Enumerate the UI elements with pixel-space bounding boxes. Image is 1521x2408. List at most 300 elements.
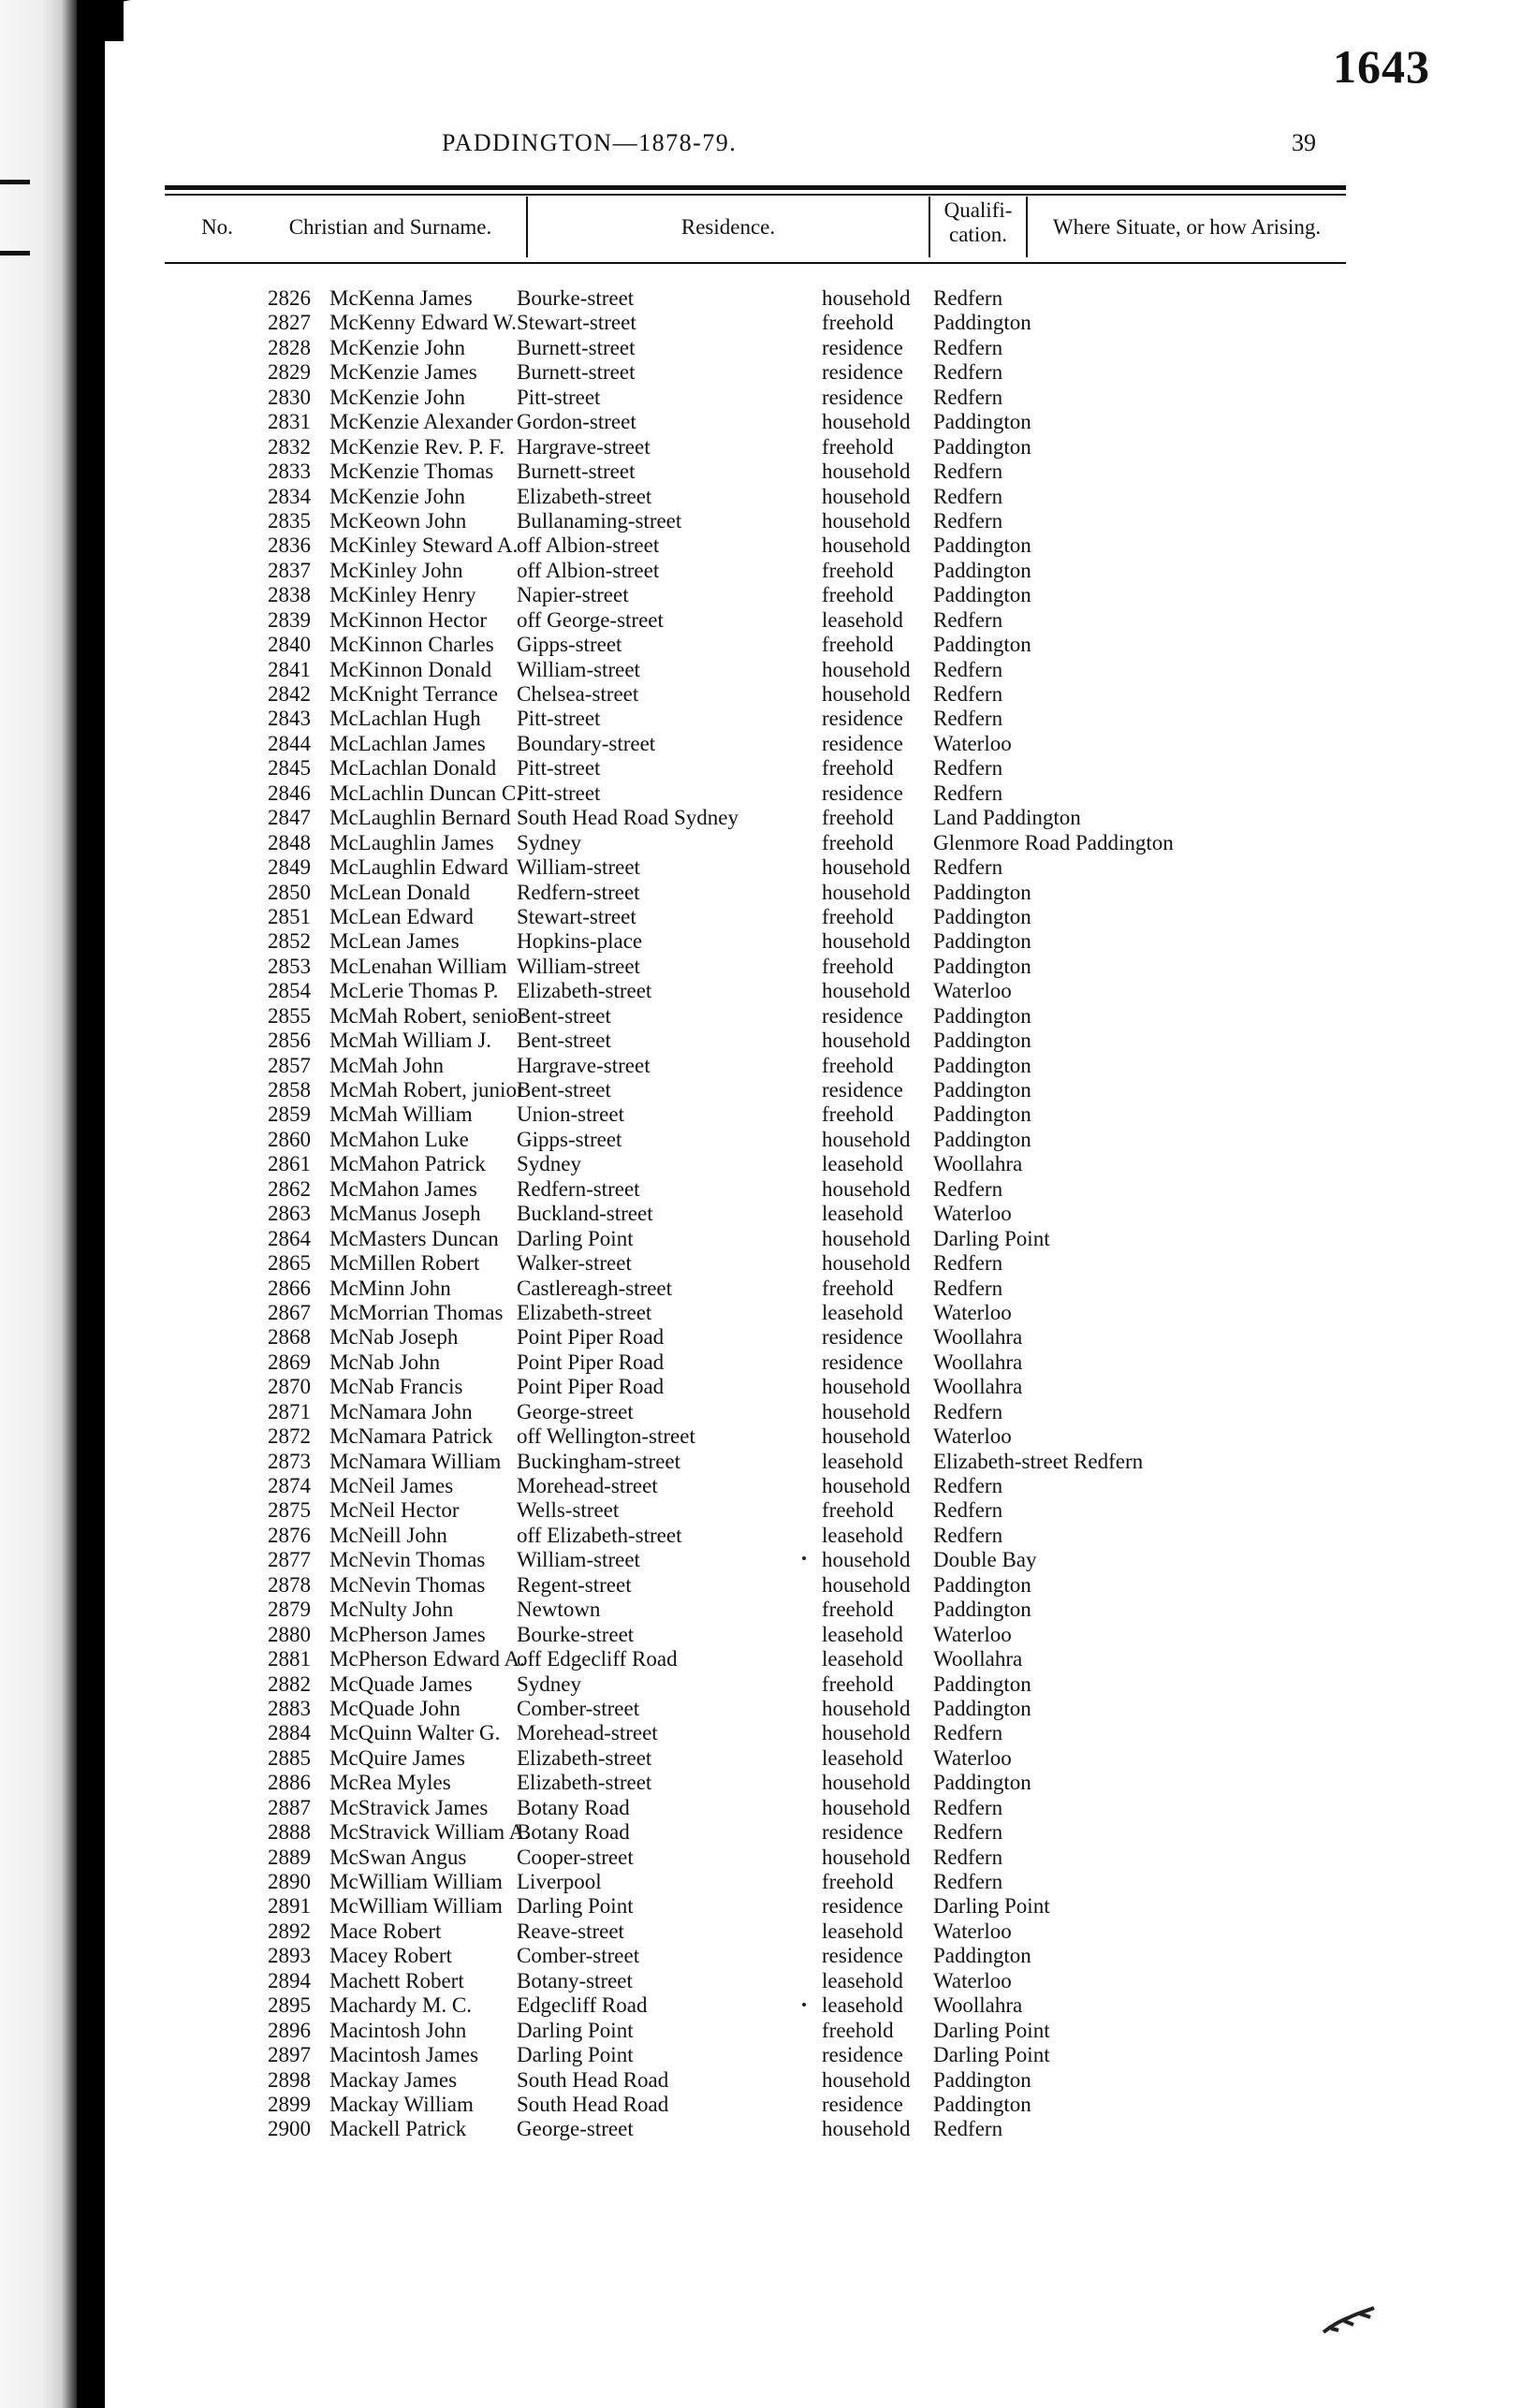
elector-name: McKenzie John — [329, 484, 465, 508]
entry-number: 2860 — [268, 1127, 311, 1151]
where-situate: Glenmore Road Paddington — [933, 830, 1174, 854]
elector-name: McWilliam William — [329, 1870, 503, 1893]
table-row — [165, 1894, 1353, 1919]
residence: Comber-street — [517, 1696, 640, 1720]
table-row — [165, 1277, 1353, 1301]
elector-name: Macey Robert — [329, 1944, 452, 1968]
elector-name: McNamara Patrick — [329, 1424, 493, 1449]
qualification: leasehold — [822, 1152, 903, 1176]
entry-number: 2874 — [268, 1474, 311, 1497]
entry-number: 2840 — [268, 633, 311, 657]
qualification: residence — [822, 781, 903, 805]
table-row — [165, 1944, 1353, 1968]
where-situate: Redfern — [933, 1474, 1003, 1497]
elector-name: McLachlan Hugh — [329, 707, 481, 731]
residence: George-street — [517, 2117, 634, 2141]
qualification: residence — [822, 1350, 903, 1374]
table-row — [165, 1870, 1353, 1894]
where-situate: Paddington — [933, 1671, 1031, 1696]
where-situate: Redfern — [933, 1820, 1003, 1845]
where-situate: Paddington — [933, 1003, 1031, 1028]
residence: William-street — [517, 1548, 640, 1572]
where-situate: Waterloo — [933, 731, 1012, 755]
where-situate: Redfern — [933, 508, 1003, 533]
table-row — [165, 1227, 1353, 1251]
qualification: household — [822, 1572, 911, 1597]
elector-name: McLaughlin James — [329, 830, 494, 854]
entry-number: 2830 — [268, 385, 311, 409]
where-situate: Paddington — [933, 311, 1031, 335]
qualification: household — [822, 286, 911, 310]
table-row — [165, 509, 1353, 533]
residence: Hargrave-street — [517, 1053, 651, 1077]
entry-number: 2848 — [268, 830, 311, 854]
where-situate: Redfern — [933, 1399, 1003, 1423]
elector-name: McKnight Terrance — [329, 682, 498, 706]
table-row — [165, 707, 1353, 731]
where-situate: Redfern — [933, 335, 1003, 359]
where-situate: Redfern — [933, 607, 1003, 632]
entry-number: 2883 — [268, 1696, 311, 1720]
entry-number: 2892 — [268, 1919, 311, 1943]
where-situate: Darling Point — [933, 1894, 1050, 1919]
elector-name: Machardy M. C. — [329, 1993, 473, 2018]
residence: Burnett-street — [517, 460, 636, 484]
entry-number: 2881 — [268, 1647, 311, 1671]
qualification: freehold — [822, 558, 894, 582]
entry-number: 2887 — [268, 1795, 311, 1819]
where-situate: Paddington — [933, 2092, 1031, 2116]
elector-name: McSwan Angus — [329, 1845, 467, 1869]
elector-name: McNulty John — [329, 1598, 454, 1622]
where-situate: Paddington — [933, 1102, 1031, 1127]
where-situate: Redfern — [933, 360, 1003, 385]
elector-name: McLachlan Donald — [329, 756, 497, 781]
elector-name: McPherson James — [329, 1622, 486, 1646]
qualification: household — [822, 1424, 911, 1449]
qualification: leasehold — [822, 1523, 903, 1547]
where-situate: Paddington — [933, 1696, 1031, 1720]
table-row — [165, 781, 1353, 806]
entry-number: 2890 — [268, 1870, 311, 1893]
table-row — [165, 806, 1353, 830]
residence: Bourke-street — [517, 286, 635, 310]
where-situate: Redfern — [933, 484, 1003, 508]
elector-name: McQuinn Walter G. — [329, 1721, 501, 1745]
entry-number: 2863 — [268, 1202, 311, 1226]
table-row — [165, 1152, 1353, 1176]
entry-number: 2839 — [268, 607, 311, 632]
entry-number: 2838 — [268, 583, 311, 607]
entry-number: 2867 — [268, 1300, 311, 1324]
elector-name: Macintosh James — [329, 2043, 479, 2067]
qualification: household — [822, 2067, 911, 2092]
where-situate: Redfern — [933, 781, 1003, 805]
elector-name: Machett Robert — [329, 1968, 464, 1992]
entry-number: 2875 — [268, 1498, 311, 1523]
table-row — [165, 1078, 1353, 1102]
elector-name: McKenny Edward W. — [329, 311, 517, 335]
ink-smudge — [1322, 2304, 1382, 2338]
table-row — [165, 608, 1353, 633]
entry-number: 2847 — [268, 806, 311, 830]
entry-number: 2878 — [268, 1572, 311, 1597]
elector-name: McKenzie John — [329, 385, 465, 409]
entry-number: 2861 — [268, 1152, 311, 1176]
elector-name: McKenzie James — [329, 360, 477, 385]
table-row — [165, 1128, 1353, 1152]
where-situate: Woollahra — [933, 1647, 1023, 1671]
table-row — [165, 1498, 1353, 1523]
edge-mark — [0, 180, 30, 184]
elector-name: Mackay James — [329, 2067, 458, 2092]
entry-number: 2844 — [268, 731, 311, 755]
elector-name: McLean Donald — [329, 880, 471, 904]
entry-number: 2843 — [268, 707, 311, 731]
where-situate: Double Bay — [933, 1548, 1037, 1572]
where-situate: Waterloo — [933, 1919, 1012, 1943]
table-row — [165, 1746, 1353, 1771]
elector-name: McMah Robert, senior — [329, 1003, 525, 1028]
where-situate: Paddington — [933, 929, 1031, 954]
table-row — [165, 905, 1353, 929]
table-row — [165, 1054, 1353, 1078]
where-situate: Paddington — [933, 1944, 1031, 1968]
table-row — [165, 2019, 1353, 2043]
table-row — [165, 881, 1353, 905]
residence: Edgecliff Road — [517, 1993, 648, 2018]
entry-number: 2858 — [268, 1078, 311, 1102]
qualification: household — [822, 1029, 911, 1053]
entry-number: 2871 — [268, 1399, 311, 1423]
elector-name: McLean James — [329, 929, 460, 954]
table-row — [165, 1029, 1353, 1053]
entry-number: 2851 — [268, 904, 311, 928]
elector-name: McManus Joseph — [329, 1202, 481, 1226]
residence: Sydney — [517, 1152, 581, 1176]
where-situate: Waterloo — [933, 1745, 1012, 1770]
elector-name: McKinley John — [329, 558, 463, 582]
where-situate: Darling Point — [933, 2018, 1050, 2042]
where-situate: Waterloo — [933, 1968, 1012, 1992]
table-row — [165, 1350, 1353, 1375]
table-row — [165, 583, 1353, 607]
residence: Elizabeth-street — [517, 1300, 652, 1324]
residence: Elizabeth-street — [517, 979, 652, 1003]
residence: Point Piper Road — [517, 1350, 665, 1374]
residence: Darling Point — [517, 1226, 634, 1250]
elector-name: McPherson Edward A. — [329, 1647, 525, 1671]
qualification: household — [822, 410, 911, 434]
qualification: household — [822, 1771, 911, 1795]
table-row — [165, 658, 1353, 682]
entry-number: 2893 — [268, 1944, 311, 1968]
elector-name: McNab Francis — [329, 1375, 463, 1399]
residence: off Edgecliff Road — [517, 1647, 678, 1671]
where-situate: Paddington — [933, 1127, 1031, 1151]
where-situate: Waterloo — [933, 1424, 1012, 1449]
qualification: residence — [822, 385, 903, 409]
where-situate: Paddington — [933, 1598, 1031, 1622]
elector-name: McKinley Henry — [329, 583, 476, 607]
residence: Darling Point — [517, 2043, 634, 2067]
table-row — [165, 2093, 1353, 2117]
qualification: household — [822, 1176, 911, 1201]
residence: Regent-street — [517, 1572, 632, 1597]
where-situate: Redfern — [933, 1795, 1003, 1819]
elector-name: McLachlan James — [329, 731, 486, 755]
table-row — [165, 756, 1353, 781]
qualification: household — [822, 1721, 911, 1745]
qualification: freehold — [822, 1053, 894, 1077]
where-situate: Paddington — [933, 1053, 1031, 1077]
residence: Bent-street — [517, 1029, 611, 1053]
column-header-no: No. — [201, 215, 233, 239]
elector-name: McLerie Thomas P. — [329, 979, 499, 1003]
qualification: household — [822, 1251, 911, 1276]
residence: Gordon-street — [517, 410, 636, 434]
where-situate: Elizabeth-street Redfern — [933, 1449, 1144, 1473]
residence: Reave-street — [517, 1919, 624, 1943]
elector-name: McKenzie Rev. P. F. — [329, 434, 505, 459]
where-situate: Redfern — [933, 1523, 1003, 1547]
elector-name: McNeill John — [329, 1523, 447, 1547]
sheet-number: 1643 — [1333, 40, 1430, 93]
residence: Elizabeth-street — [517, 1745, 652, 1770]
table-row — [165, 2068, 1353, 2093]
residence: South Head Road — [517, 2067, 669, 2092]
where-situate: Redfern — [933, 1870, 1003, 1893]
entry-number: 2877 — [268, 1548, 311, 1572]
entry-number: 2828 — [268, 335, 311, 359]
column-header-qualification: Qualifi- cation. — [943, 198, 1013, 246]
where-situate: Woollahra — [933, 1152, 1023, 1176]
header-rule-thick — [165, 185, 1346, 190]
elector-name: McMasters Duncan — [329, 1226, 499, 1250]
elector-name: McNamara William — [329, 1449, 502, 1473]
table-row — [165, 1796, 1353, 1820]
table-row — [165, 1004, 1353, 1029]
where-situate: Redfern — [933, 682, 1003, 706]
elector-name: McMah William J. — [329, 1029, 492, 1053]
entry-number: 2850 — [268, 880, 311, 904]
qualification: freehold — [822, 1870, 894, 1893]
table-row — [165, 1623, 1353, 1647]
table-row — [165, 633, 1353, 657]
elector-name: McStravick William A. — [329, 1820, 530, 1845]
qualification: household — [822, 682, 911, 706]
where-situate: Redfern — [933, 1845, 1003, 1869]
edge-mark — [0, 251, 30, 255]
table-row — [165, 1177, 1353, 1202]
table-row — [165, 2117, 1353, 2141]
qualification: leasehold — [822, 1300, 903, 1324]
entry-number: 2885 — [268, 1745, 311, 1770]
where-situate: Paddington — [933, 2067, 1031, 2092]
entry-number: 2826 — [268, 286, 311, 310]
entry-number: 2891 — [268, 1894, 311, 1919]
table-row — [165, 1325, 1353, 1350]
elector-name: McKeown John — [329, 508, 467, 533]
table-row — [165, 311, 1353, 335]
qualification: leasehold — [822, 1919, 903, 1943]
entry-number: 2846 — [268, 781, 311, 805]
entry-number: 2864 — [268, 1226, 311, 1250]
register-table-body — [165, 286, 1353, 2142]
table-row — [165, 460, 1353, 484]
entry-number: 2884 — [268, 1721, 311, 1745]
entry-number: 2894 — [268, 1968, 311, 1992]
entry-number: 2866 — [268, 1276, 311, 1300]
qualification: freehold — [822, 1102, 894, 1127]
entry-number: 2834 — [268, 484, 311, 508]
table-row — [165, 929, 1353, 954]
table-row — [165, 1251, 1353, 1276]
qualification: freehold — [822, 583, 894, 607]
where-situate: Redfern — [933, 460, 1003, 484]
elector-name: McKenzie John — [329, 335, 465, 359]
where-situate: Waterloo — [933, 979, 1012, 1003]
table-row — [165, 1524, 1353, 1548]
table-row — [165, 1598, 1353, 1622]
qualification: household — [822, 1696, 911, 1720]
residence: Botany-street — [517, 1968, 633, 1992]
elector-name: Mackay William — [329, 2092, 474, 2116]
residence: Liverpool — [517, 1870, 602, 1893]
elector-name: McNevin Thomas — [329, 1548, 486, 1572]
entry-number: 2870 — [268, 1375, 311, 1399]
register-page — [105, 0, 1521, 2408]
entry-number: 2889 — [268, 1845, 311, 1869]
column-header-name: Christian and Surname. — [288, 215, 492, 239]
residence: Bent-street — [517, 1003, 611, 1028]
adjacent-page-edge — [0, 0, 77, 2408]
entry-number: 2857 — [268, 1053, 311, 1077]
qualification: household — [822, 979, 911, 1003]
where-situate: Redfern — [933, 286, 1003, 310]
elector-name: McRea Myles — [329, 1771, 451, 1795]
residence: Botany Road — [517, 1795, 630, 1819]
residence: Hargrave-street — [517, 434, 651, 459]
where-situate: Paddington — [933, 1771, 1031, 1795]
residence: Bent-street — [517, 1078, 611, 1102]
residence: William-street — [517, 657, 640, 681]
where-situate: Darling Point — [933, 1226, 1050, 1250]
residence: Pitt-street — [517, 756, 601, 781]
entry-number: 2879 — [268, 1598, 311, 1622]
where-situate: Woollahra — [933, 1325, 1023, 1350]
elector-name: McKinley Steward A. — [329, 533, 519, 558]
qualification: freehold — [822, 806, 894, 830]
residence: Botany Road — [517, 1820, 630, 1845]
qualification: household — [822, 1474, 911, 1497]
entry-number: 2895 — [268, 1993, 311, 2018]
table-row — [165, 559, 1353, 583]
table-row — [165, 831, 1353, 855]
entry-number: 2876 — [268, 1523, 311, 1547]
residence: Hopkins-place — [517, 929, 643, 954]
where-situate: Paddington — [933, 434, 1031, 459]
residence: Burnett-street — [517, 360, 636, 385]
table-row — [165, 1820, 1353, 1845]
residence: Bullanaming-street — [517, 508, 682, 533]
ink-speck — [802, 2003, 806, 2007]
elector-name: Mackell Patrick — [329, 2117, 467, 2141]
qualification: household — [822, 1226, 911, 1250]
entry-number: 2841 — [268, 657, 311, 681]
residence: Darling Point — [517, 2018, 634, 2042]
table-row — [165, 286, 1353, 311]
residence: Napier-street — [517, 583, 629, 607]
qualification: residence — [822, 1325, 903, 1350]
entry-number: 2849 — [268, 855, 311, 880]
elector-name: McLenahan William — [329, 954, 507, 978]
residence: Pitt-street — [517, 385, 601, 409]
entry-number: 2888 — [268, 1820, 311, 1845]
where-situate: Redfern — [933, 2117, 1003, 2141]
residence: Pitt-street — [517, 781, 601, 805]
qualification: household — [822, 460, 911, 484]
entry-number: 2868 — [268, 1325, 311, 1350]
residence: Bourke-street — [517, 1622, 635, 1646]
qualification: residence — [822, 1078, 903, 1102]
residence: off George-street — [517, 607, 664, 632]
table-row — [165, 732, 1353, 756]
residence: William-street — [517, 954, 640, 978]
header-bottom-rule — [165, 262, 1346, 264]
qualification: leasehold — [822, 1647, 903, 1671]
qualification: leasehold — [822, 607, 903, 632]
entry-number: 2845 — [268, 756, 311, 781]
table-row — [165, 1919, 1353, 1944]
elector-name: McLaughlin Bernard — [329, 806, 511, 830]
entry-number: 2898 — [268, 2067, 311, 2092]
elector-name: McMillen Robert — [329, 1251, 480, 1276]
elector-name: McQuire James — [329, 1745, 465, 1770]
residence: Union-street — [517, 1102, 624, 1127]
qualification: freehold — [822, 830, 894, 854]
table-row — [165, 682, 1353, 707]
entry-number: 2829 — [268, 360, 311, 385]
column-header-where: Where Situate, or how Arising. — [1052, 215, 1322, 239]
residence: Comber-street — [517, 1944, 640, 1968]
residence: Gipps-street — [517, 1127, 622, 1151]
table-row — [165, 855, 1353, 880]
entry-number: 2853 — [268, 954, 311, 978]
table-row — [165, 1102, 1353, 1127]
table-row — [165, 336, 1353, 360]
elector-name: McKenna James — [329, 286, 473, 310]
table-row — [165, 435, 1353, 460]
where-situate: Redfern — [933, 756, 1003, 781]
where-situate: Redfern — [933, 855, 1003, 880]
where-situate: Waterloo — [933, 1202, 1012, 1226]
elector-name: McMah William — [329, 1102, 473, 1127]
qualification: freehold — [822, 1598, 894, 1622]
qualification: residence — [822, 335, 903, 359]
elector-name: McNeil Hector — [329, 1498, 460, 1523]
qualification: residence — [822, 1003, 903, 1028]
where-situate: Paddington — [933, 954, 1031, 978]
entry-number: 2833 — [268, 460, 311, 484]
residence: Morehead-street — [517, 1721, 658, 1745]
entry-number: 2896 — [268, 2018, 311, 2042]
table-row — [165, 955, 1353, 979]
table-row — [165, 1993, 1353, 2018]
table-row — [165, 1672, 1353, 1697]
table-row — [165, 1969, 1353, 1993]
table-row — [165, 1771, 1353, 1795]
